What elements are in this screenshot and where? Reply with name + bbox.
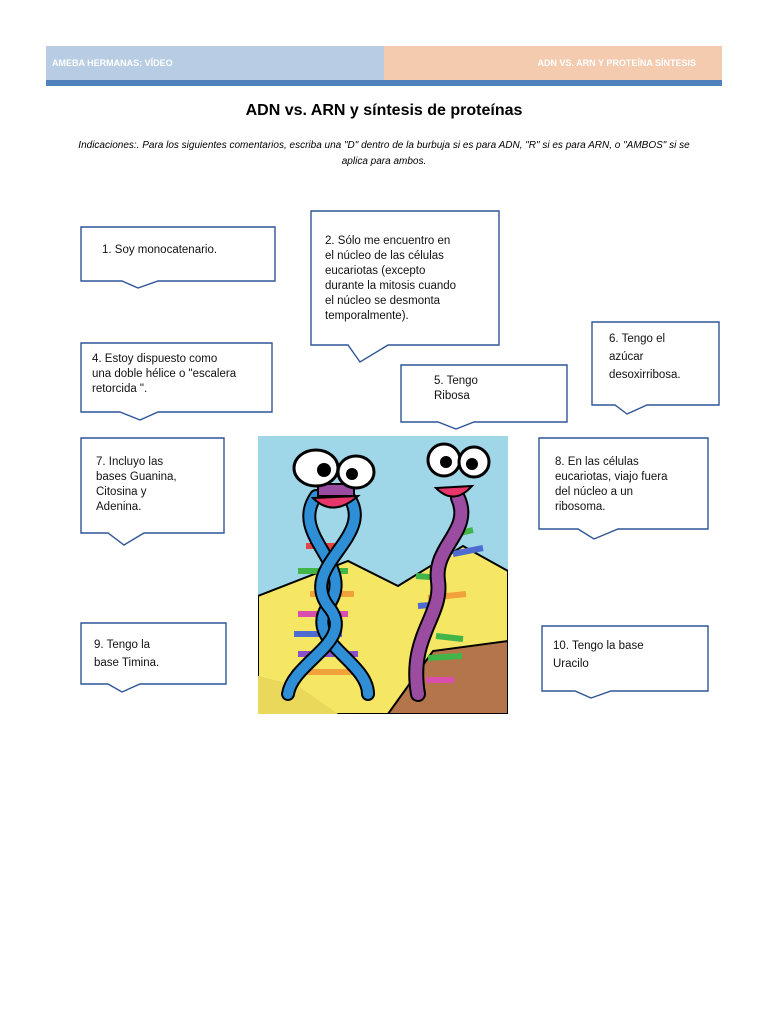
bubble-10-text: 10. Tengo la base Uracilo [553, 640, 644, 670]
dna-rna-cartoon-icon [258, 436, 508, 714]
bubble-8-text: 8. En las células eucariotas, viajo fuera del núcleo a un ribosoma. [555, 456, 668, 513]
bubble-1[interactable] [80, 226, 276, 290]
bubble-4[interactable] [80, 342, 273, 422]
bubble-10[interactable] [541, 625, 709, 699]
bubble-9-text: 9. Tengo la base Timina. [94, 639, 160, 669]
instructions: Indicaciones:. Para los siguientes comentarios, escriba una "D" dentro de la burbuja si es para ADN, "R" si es para ARN, o "AMBOS" si se aplica para ambos. [78, 140, 690, 167]
bubble-2-text: 2. Sólo me encuentro en el núcleo de las células eucariotas (excepto durante la mitosis cuando el núcleo se desmonta temporalmente). [325, 235, 457, 322]
header-right-label: ADN VS. ARN Y PROTEÍNA SÍNTESIS [384, 46, 722, 80]
bubble-6-text: 6. Tengo el azúcar desoxirribosa. [609, 333, 681, 381]
bubble-6[interactable] [591, 321, 720, 415]
bubble-4-text: 4. Estoy dispuesto como una doble hélice o "escalera retorcida ". [92, 353, 237, 395]
bubble-9[interactable] [80, 622, 227, 694]
header-left-label: AMEBA HERMANAS: VÍDEO [46, 46, 384, 80]
bubble-7[interactable] [80, 437, 225, 547]
bubble-2[interactable] [310, 210, 500, 364]
bubble-7-text: 7. Incluyo las bases Guanina, Citosina y Adenina. [96, 456, 177, 513]
bubble-5[interactable] [400, 364, 568, 430]
bubble-1-text: 1. Soy monocatenario. [102, 244, 218, 256]
bubble-8[interactable] [538, 437, 709, 541]
header-divider [46, 80, 722, 86]
page-title: ADN vs. ARN y síntesis de proteínas [245, 102, 523, 119]
bubble-5-text: 5. Tengo Ribosa [434, 375, 478, 402]
